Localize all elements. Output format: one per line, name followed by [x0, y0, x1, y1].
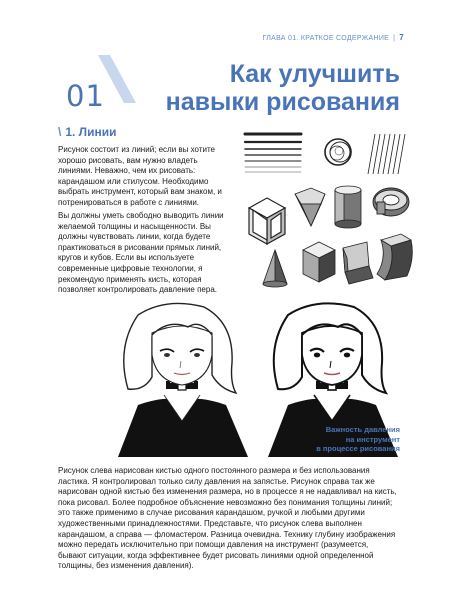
chapter-number-block — [60, 55, 140, 111]
caption-line-2: на инструмент — [345, 434, 400, 444]
running-header — [263, 33, 404, 42]
faceted-gem — [295, 188, 325, 226]
cone — [263, 250, 287, 287]
illustration-caption — [292, 425, 400, 454]
section-heading-text: 1. Линии — [65, 125, 117, 139]
chapter-number: 01 — [66, 79, 105, 113]
hatching-sketch — [368, 134, 405, 174]
solid-cube — [303, 242, 335, 282]
ring-shape — [373, 188, 409, 216]
portrait-left — [118, 303, 248, 457]
paragraph-portraits: Рисунок слева нарисован кистью одного постоянного размера и без использования ластика. Я контролировал только силу давления на запястье. Рисунок справа так же нарисован одной кистью без изменения размера, но в процессе я не надавливал на кисть, пока рисовал. Более подробное объяснение невозможно без понимания толщины линий; это также применимо в случае рисования карандашом, ручкой и любыми другими художественными принадлежностями. Представьте, что рисунок слева выполнен карандашом, а справа — фломастером. Разница очевидна. Технику глубину изображения можно передать исключительно при помощи давления на инструмент (разумеется, бывают ситуации, когда эффективнее будет рисовать линиями одной определенной толщины, без изменения давления). — [58, 466, 397, 571]
header-separator: | — [393, 35, 396, 42]
line-strokes-illustration — [243, 130, 413, 180]
twisted-block — [377, 234, 412, 280]
wireframe-cube — [249, 198, 285, 244]
section-slash-icon: \ — [58, 125, 62, 139]
chapter-title — [150, 60, 400, 116]
cylinder — [335, 186, 361, 228]
geometric-shapes-illustration — [245, 180, 415, 298]
paragraph-lines: Вы должны уметь свободно выводить линии желаемой толщины и насыщенности. Вы должны чувствовать линии, когда будете практиковаться в рисовании прямых линий, кругов и кубов. Если вы используете современные цифровые технологии, я рекомендую применять кисть, которая позволяет контролировать давление пера. — [58, 211, 224, 295]
page-number: 7 — [399, 33, 404, 42]
paragraph-intro: Рисунок состоит из линий; если вы хотите хорошо рисовать, вам нужно владеть линиями. Неважно, чем их рисовать: карандашом или стилусом. Необходимо выбрать инструмент, который вам знаком, и потренироваться в работе с линиями. — [58, 145, 222, 207]
caption-line-3: в процессе рисования — [316, 444, 400, 453]
section-heading — [58, 125, 116, 139]
chapter-title-line-1: Как улучшить — [229, 60, 400, 88]
chapter-label: ГЛАВА 01. КРАТКОЕ СОДЕРЖАНИЕ — [262, 35, 390, 42]
chapter-title-line-2: навыки рисования — [165, 88, 400, 116]
circles-sketch — [325, 139, 351, 165]
prism-shape — [343, 242, 373, 284]
caption-line-1: Важность давления — [325, 425, 400, 434]
